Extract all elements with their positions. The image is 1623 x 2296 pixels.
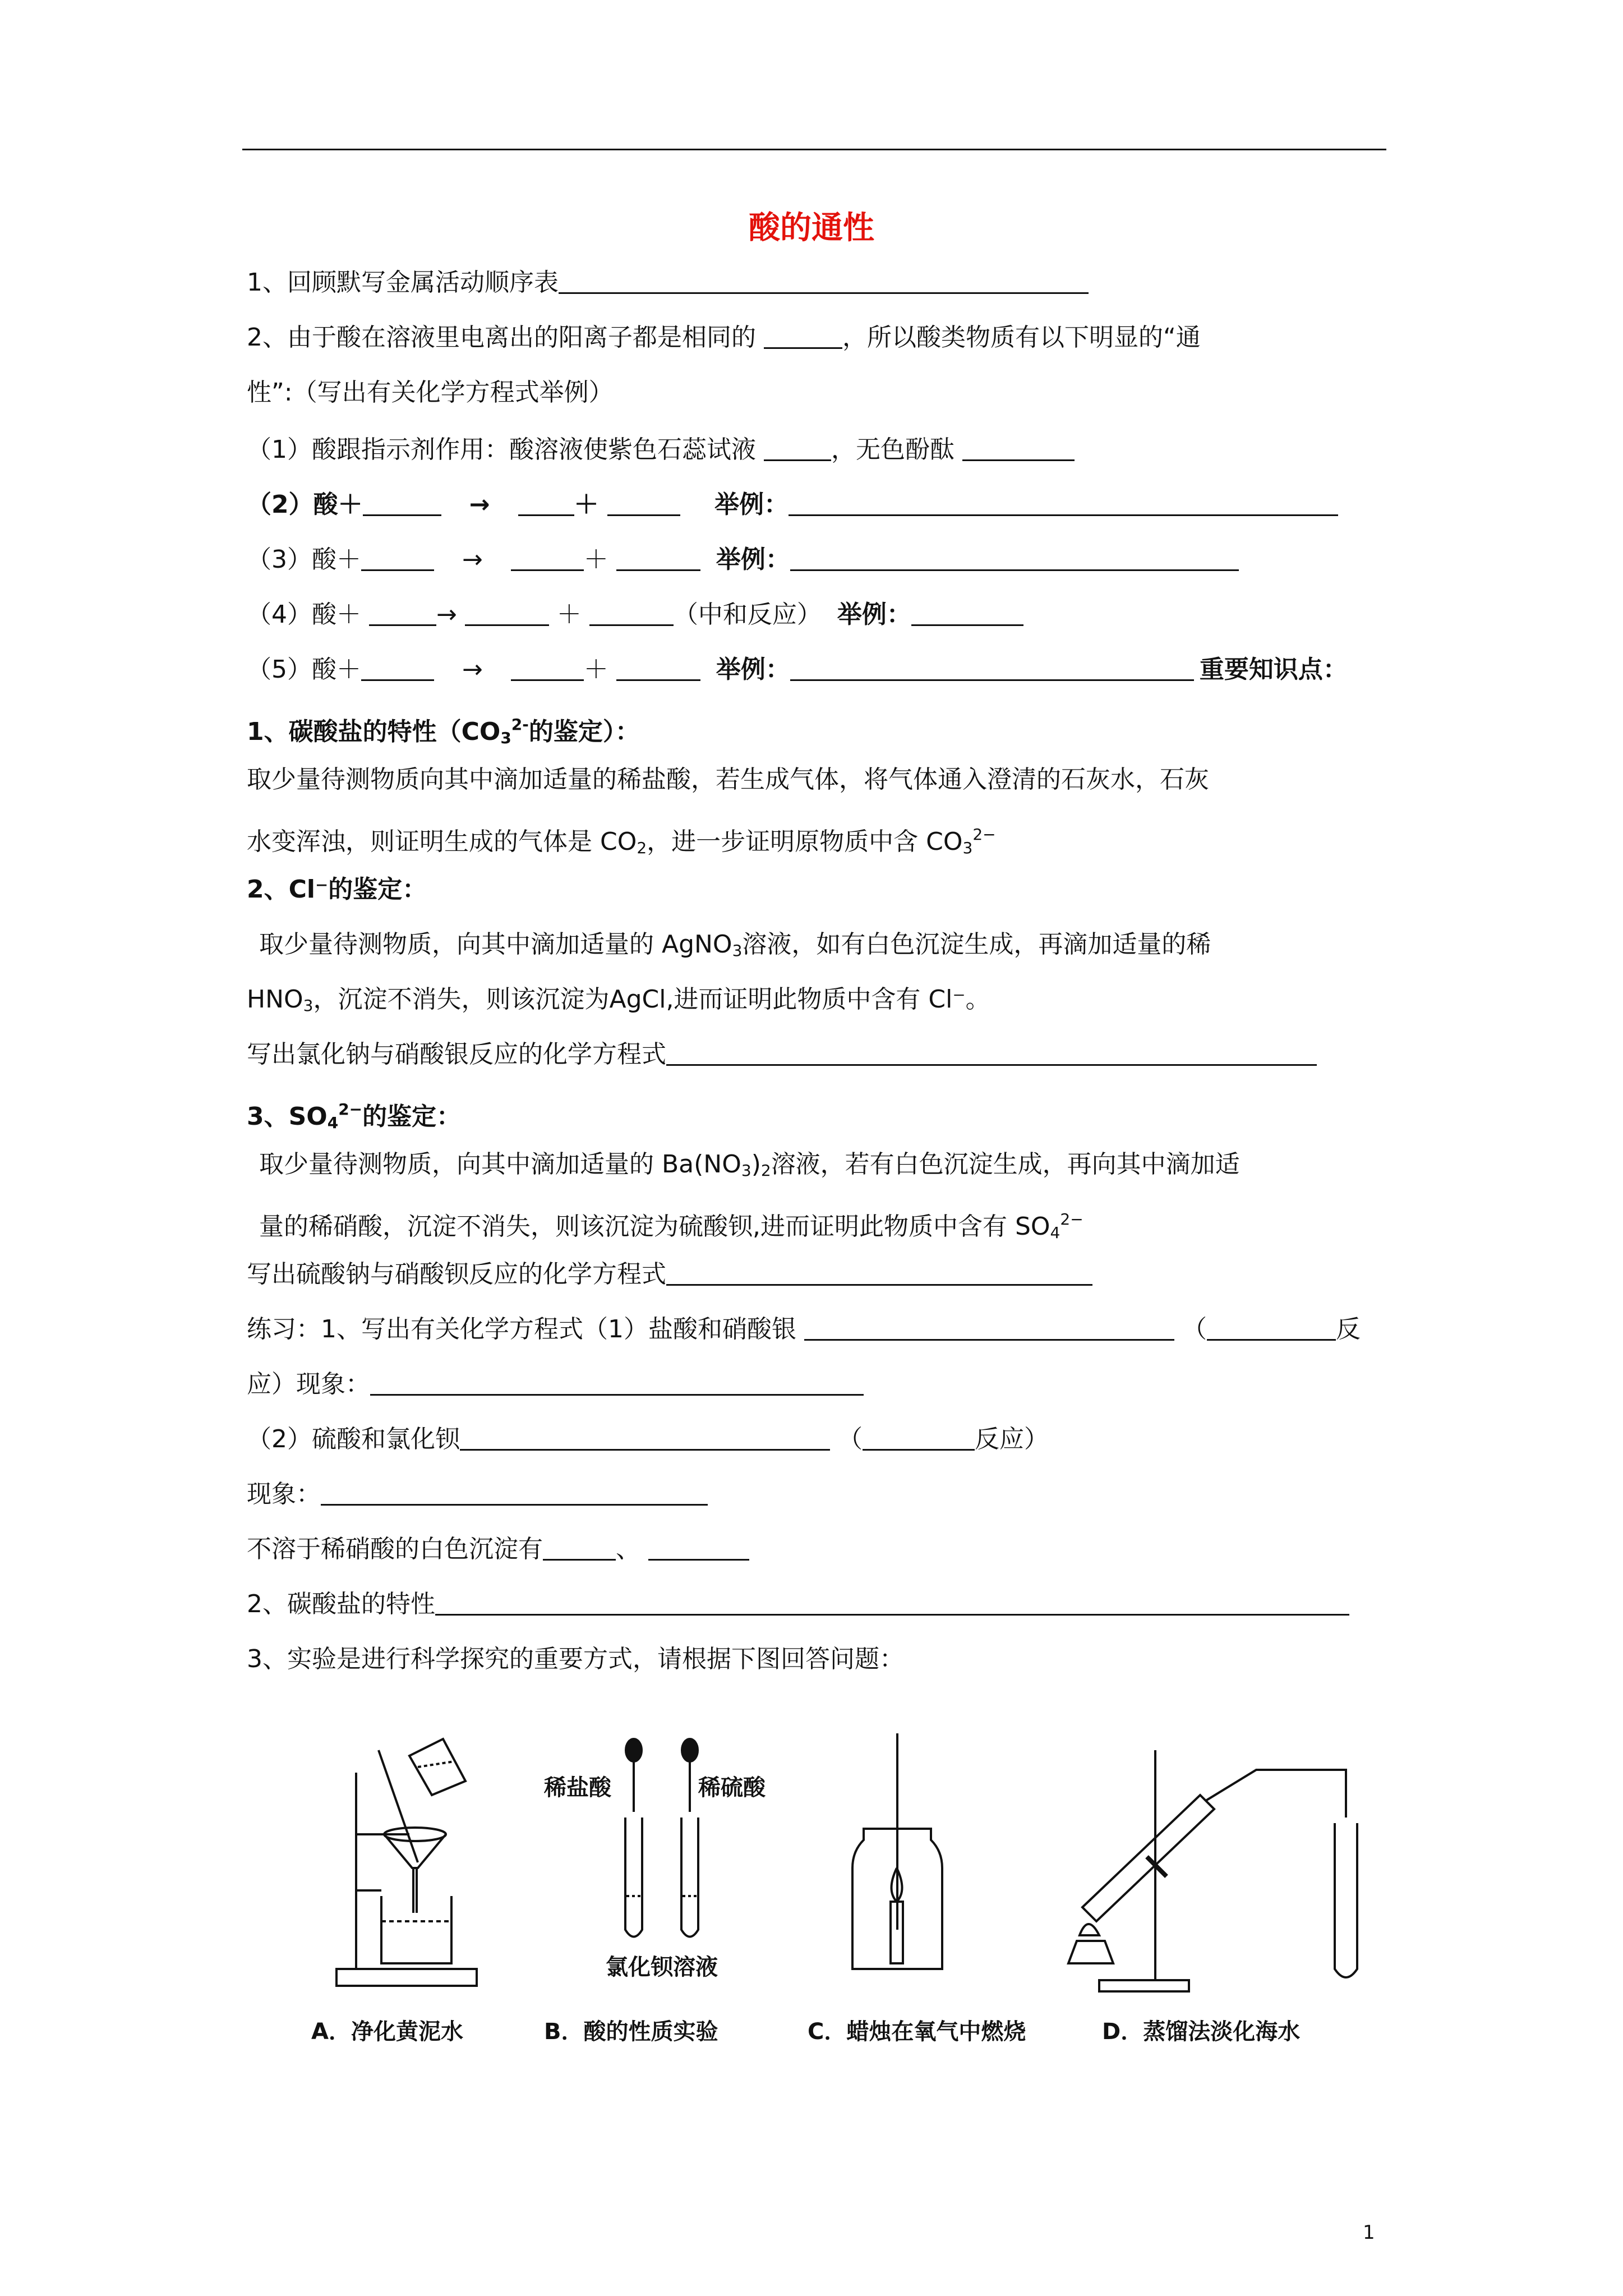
question-2-line-1: 2、由于酸在溶液里电离出的阳离子都是相同的 ，所以酸类物质有以下明显的“通	[247, 323, 1201, 352]
answer-blank[interactable]	[511, 547, 584, 571]
answer-blank[interactable]	[666, 1262, 1092, 1286]
answer-blank[interactable]	[465, 602, 549, 626]
carbonate-text-2: 水变浑浊，则证明生成的气体是 $CO_2$，进一步证明原物质中含 $CO_3^{2-}$	[247, 825, 996, 857]
figure-caption-d: D．蒸馏法淡化海水	[1102, 2019, 1301, 2045]
item-5: （5）酸＋ → ＋ 举例： 重要知识点：	[247, 655, 1348, 684]
key-points-label: 重要知识点：	[1199, 655, 1348, 684]
header-rule	[242, 149, 1386, 150]
answer-blank[interactable]	[911, 602, 1023, 626]
acid-dropper-tests	[625, 1739, 698, 1937]
item-1: （1）酸跟指示剂作用：酸溶液使紫色石蕊试液 ，无色酚酞	[247, 433, 1075, 467]
practice-line-1: 练习：1、写出有关化学方程式（1）盐酸和硝酸银 （ 反	[247, 1315, 1361, 1343]
figure-caption-a: A．净化黄泥水	[311, 2019, 463, 2045]
practice-line-7: 3、实验是进行科学探究的重要方式，请根据下图回答问题：	[247, 1645, 904, 1673]
answer-blank[interactable]	[361, 657, 434, 681]
answer-blank[interactable]	[863, 1427, 975, 1451]
candle-jar	[852, 1733, 942, 1969]
practice-line-4: 现象：	[247, 1478, 708, 1511]
sulfate-heading: 3、$SO_4^{2-}$的鉴定：	[247, 1100, 462, 1132]
distillation-apparatus	[1068, 1750, 1357, 1991]
answer-blank[interactable]	[607, 492, 680, 516]
carbonate-heading: 1、碳酸盐的特性（$CO_3^{2-}$的鉴定）：	[247, 715, 640, 747]
practice-line-6: 2、碳酸盐的特性	[247, 1588, 1349, 1621]
h2so4-label: 稀硫酸	[698, 1775, 766, 1801]
answer-blank[interactable]	[435, 1591, 1349, 1616]
answer-blank[interactable]	[666, 1042, 1317, 1066]
answer-blank[interactable]	[363, 492, 441, 516]
item-2: （2）酸＋ → ＋ 举例：	[247, 488, 1338, 522]
chloride-text-2: $HNO_3$，沉淀不消失，则该沉淀为AgCl,进而证明此物质中含有 Cl⁻。	[247, 985, 990, 1015]
item-4: （4）酸＋ → ＋ （中和反应） 举例：	[247, 598, 1023, 632]
carbonate-text-1: 取少量待测物质向其中滴加适量的稀盐酸，若生成气体，将气体通入澄清的石灰水，石灰	[247, 765, 1209, 794]
question-1: 1、回顾默写金属活动顺序表	[247, 266, 1089, 300]
answer-blank[interactable]	[790, 657, 1194, 681]
sulfate-text-1: 取少量待测物质，向其中滴加适量的 $Ba(NO_3)_2$溶液，若有白色沉淀生成，再向其中滴加适	[259, 1150, 1240, 1180]
sulfate-text-2: 量的稀硝酸，沉淀不消失，则该沉淀为硫酸钡,进而证明此物质中含有 $SO_4^{2-}$	[259, 1210, 1083, 1242]
item-3: （3）酸＋ → ＋ 举例：	[247, 543, 1239, 577]
answer-blank[interactable]	[460, 1427, 830, 1451]
answer-blank[interactable]	[616, 547, 700, 571]
chloride-heading: 2、Cl⁻的鉴定：	[247, 875, 427, 904]
answer-blank[interactable]	[648, 1536, 749, 1561]
answer-blank[interactable]	[511, 657, 584, 681]
figure-caption-c: C．蜡烛在氧气中燃烧	[808, 2019, 1026, 2045]
answer-blank[interactable]	[1207, 1317, 1336, 1341]
answer-blank[interactable]	[789, 492, 1338, 516]
bacl2-label: 氯化钡溶液	[606, 1954, 718, 1980]
practice-line-2: 应）现象：	[247, 1368, 864, 1401]
sulfate-equation-prompt: 写出硫酸钠与硝酸钡反应的化学方程式	[247, 1258, 1092, 1291]
experiment-figure	[303, 1728, 1413, 2042]
answer-blank[interactable]	[518, 492, 574, 516]
question-2-line-2: 性”:（写出有关化学方程式举例）	[247, 378, 614, 407]
answer-blank[interactable]	[559, 270, 1089, 294]
answer-blank[interactable]	[764, 325, 842, 349]
answer-blank[interactable]	[369, 602, 436, 626]
page-number: 1	[1363, 2221, 1375, 2244]
answer-blank[interactable]	[370, 1372, 864, 1396]
answer-blank[interactable]	[361, 547, 434, 571]
answer-blank[interactable]	[616, 657, 700, 681]
hcl-label: 稀盐酸	[544, 1775, 611, 1801]
answer-blank[interactable]	[321, 1481, 708, 1506]
answer-blank[interactable]	[764, 437, 831, 461]
figure-caption-b: B．酸的性质实验	[544, 2019, 718, 2045]
answer-blank[interactable]	[589, 602, 674, 626]
answer-blank[interactable]	[962, 437, 1075, 461]
page-title: 酸的通性	[749, 210, 874, 246]
practice-line-5: 不溶于稀硝酸的白色沉淀有 、	[247, 1533, 749, 1566]
filtration-apparatus	[336, 1739, 477, 1986]
practice-line-3: （2）硫酸和氯化钡 （ 反应）	[247, 1425, 1049, 1453]
answer-blank[interactable]	[543, 1536, 616, 1561]
answer-blank[interactable]	[804, 1317, 1174, 1341]
chloride-text-1: 取少量待测物质，向其中滴加适量的 AgNO$_3$溶液，如有白色沉淀生成，再滴加适量的稀	[259, 930, 1211, 960]
chloride-equation-prompt: 写出氯化钠与硝酸银反应的化学方程式	[247, 1038, 1317, 1071]
answer-blank[interactable]	[790, 547, 1239, 571]
